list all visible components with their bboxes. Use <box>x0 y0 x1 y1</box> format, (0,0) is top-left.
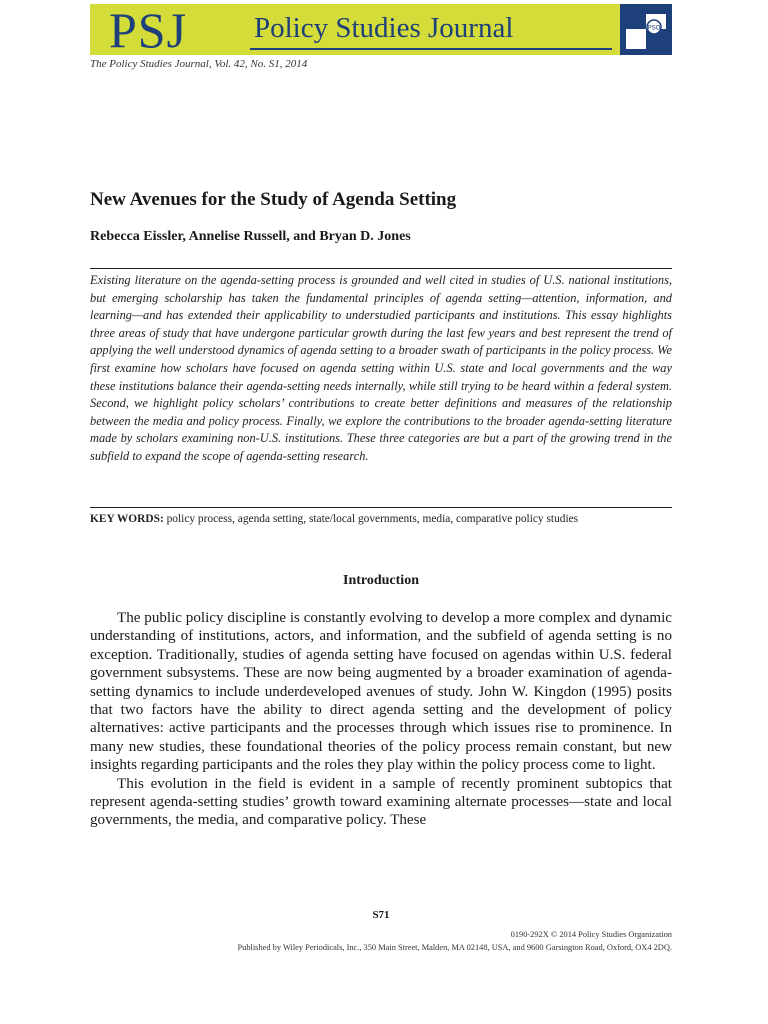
publisher-info: Published by Wiley Periodicals, Inc., 350 Main Street, Malden, MA 02148, USA, and 9600 Garsington Road, Oxford, OX4 2DQ. <box>237 943 672 952</box>
article-authors: Rebecca Eissler, Annelise Russell, and Bryan D. Jones <box>90 229 411 244</box>
journal-name: Policy Studies Journal <box>254 12 514 44</box>
issn-copyright: 0190-292X © 2014 Policy Studies Organization <box>510 930 672 939</box>
banner-rule <box>250 48 612 50</box>
keywords-list: policy process, agenda setting, state/local governments, media, comparative policy studies <box>166 513 579 525</box>
journal-logo-text: PSJ <box>109 2 188 58</box>
journal-banner <box>90 2 672 58</box>
keywords-label: KEY WORDS: <box>90 513 164 525</box>
section-heading: Introduction <box>343 573 419 588</box>
article-title: New Avenues for the Study of Agenda Setting <box>90 189 457 210</box>
pso-logo-text: PSO <box>647 25 661 32</box>
pso-logo-icon <box>620 4 672 55</box>
abstract: Existing literature on the agenda-setting process is grounded and well cited in studies of U.S. national institutions, but emerging scholarship has taken the fundamental principles of agenda setting—attention, information, and learning—and has extended their applicability to understudied participants and institutions. This essay highlights three areas of study that have undergone particular growth during the last few years and best represent the trend of applying the well understood dynamics of agenda setting to a broader swath of participants in the policy process. We first examine how scholars have focused on agenda setting within U.S. state and local governments and the way these institutions balance their agenda-setting needs internally, while still trying to be heard within a federal system. Second, we highlight policy scholars’ contributions to create better definitions and measures of the relationship between the media and policy process. Finally, we explore the contributions to the broader agenda-setting literature made by scholars examining non-U.S. institutions. These three categories are but a part of the growing trend in the subfield to expand the scope of agenda-setting research. <box>90 273 672 463</box>
body-text <box>90 609 672 830</box>
keywords <box>90 512 672 527</box>
paragraph-1: The public policy discipline is constantly evolving to develop a more complex and dynamic understanding of institutions, actors, and information, and the subfield of agenda setting is no exception. Traditionally, studies of agenda setting have focused on agendas within U.S. federal government subsystems. These are now being augmented by a broader examination of agenda-setting dynamics to include underdeveloped avenues of study. John W. Kingdon (1995) posits that two factors have the ability to direct agenda setting and the development of policy alternatives: active participants and the processes through which issues rise to prominence. In many new studies, these foundational theories of the policy process remain constant, but new insights regarding participants and the roles they play within the policy process come to light. <box>90 610 672 774</box>
abstract-top-rule <box>90 268 672 269</box>
journal-citation: The Policy Studies Journal, Vol. 42, No. S1, 2014 <box>90 58 308 70</box>
page-number: S71 <box>372 909 390 921</box>
paragraph-2: This evolution in the field is evident in a sample of recently prominent subtopics that represent agenda-setting studies’ growth toward examining alternate processes—state and local governments, the media, and comparative policy. These <box>90 775 672 829</box>
abstract-bottom-rule <box>90 507 672 508</box>
